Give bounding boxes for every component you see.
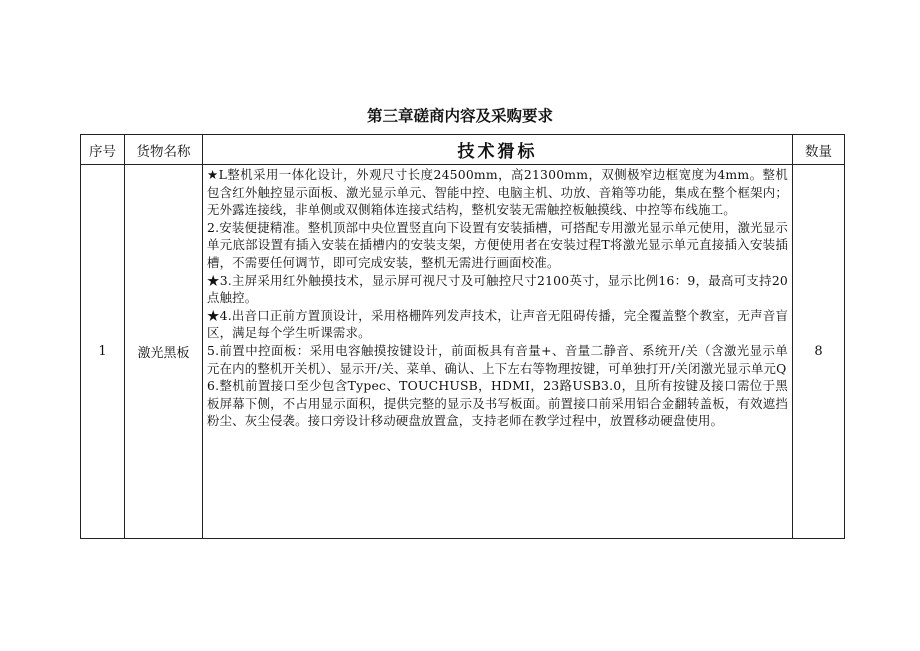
header-quantity: 数量 [793,135,845,165]
cell-seq: 1 [81,165,125,539]
table-row [81,165,845,539]
spec-item-5: 5.前置中控面板：采用电容触摸按键设计，前面板具有音量+、音量二静音、系统开/关（含激光显示单元在内的整机开关机）、显示开/关、菜单、确认、上下左右等物理按键，可单独打开/关闭激光显示单元Q [207,342,788,376]
spec-item-3: ★3.主屏采用红外触摸技术，显示屏可视尺寸及可触控尺寸2100英寸，显示比例16：9，最高可支持20点触控。 [207,272,788,306]
page-title: 第三章磋商内容及采购要求 [366,107,553,125]
header-tech-spec: 技术猾标 [203,135,793,165]
spec-item-1: ★L整机采用一体化设计，外观尺寸长度24500mm，高21300mm，双侧极窄边框宽度为4mm。整机包含红外触控显示面板、激光显示单元、智能中控、电脑主机、功放、音箱等功能，集成在整个框架内；无外露连接线，非单侧或双侧箱体连接式结构，整机安装无需触控板触摸线、中控等布线施工。 [207,167,788,218]
spec-item-6: 6.整机前置接口至少包含Typec、TOUCHUSB，HDMI，23路USB3.0，且所有按键及接口需位于黑板屏幕下侧，不占用显示面积，提供完整的显示及书写板面。前置接口前采用铝合金翻转盖板，有效遮挡粉尘、灰尘侵袭。接口旁设计移动硬盘放置盒，支持老师在教学过程中，放置移动硬盘使用。 [207,378,788,429]
table-header-row [81,135,845,165]
spec-item-2: 2.安装便捷精准。整机顶部中央位置竖直向下设置有安装插槽，可搭配专用激光显示单元使用，激光显示单元底部设置有插入安装在插槽内的安装支架，方便使用者在安装过程T将激光显示单元直接插入安装插槽，不需要任何调节，即可完成安装，整机无需进行画面校准。 [207,219,788,270]
requirements-table [80,134,845,539]
cell-goods-name: 激光黑板 [125,165,203,539]
cell-quantity: 8 [793,165,845,539]
spec-item-4: ★4.出音口正前方置顶设计，采用格栅阵列发声技术，让声音无阻碍传播，完全覆盖整个教室，无声音盲区，满足每个学生听课需求。 [207,307,788,341]
header-seq: 序号 [81,135,125,165]
header-goods-name: 货物名称 [125,135,203,165]
cell-tech-spec [203,165,793,539]
